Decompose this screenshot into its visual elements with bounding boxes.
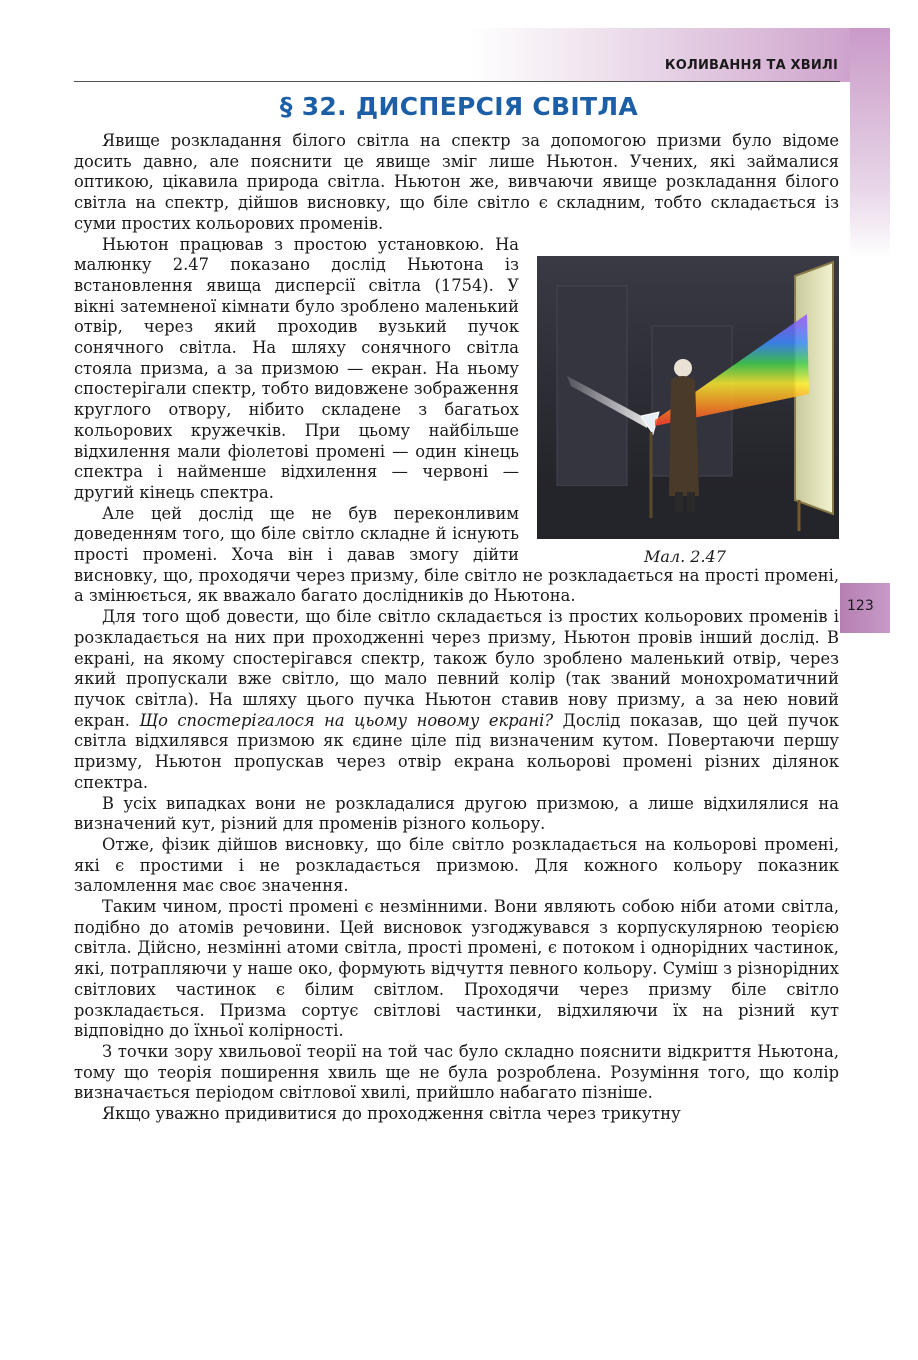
paragraph: Отже, фізик дійшов висновку, що біле світло розкладається на кольорові промені, які є простими і не розкладається призмою. Для кожного кольору показник заломлення має своє значення. (74, 834, 839, 896)
paragraph: Але цей дослід ще не був переконливим доведенням того, що біле світло складне й існують прості промені. Хоча він і давав змогу дійти висновку, що, проходячи через призму, біле світло не розкладається на прості промені, а змінюється, як вважало багато дослідників до Ньютона. (74, 503, 839, 606)
paragraph: В усіх випадках вони не розкладалися другою призмою, а лише відхилялися на визначений кут, різний для променів різного кольору. (74, 793, 839, 834)
body-text (74, 131, 839, 1125)
page-number: 123 (847, 598, 874, 614)
header-rule (74, 81, 840, 82)
header-decoration (470, 28, 890, 82)
section-label: КОЛИВАННЯ ТА ХВИЛІ (664, 58, 838, 73)
paragraph (74, 607, 839, 793)
paragraph-text: Для того щоб довести, що біле світло складається із простих кольорових променів і розкладається на них при проходженні через призму, Ньютон провів інший дослід. В екрані, на якому спостерігався спектр, також було зроблено маленький отвір, через який пропускали вже світло, що мало певний колір (так званий монохроматичний пучок світла). На шляху цього пучка Ньютон ставив нову призму, а за нею новий екран. (74, 607, 839, 730)
paragraph: Явище розкладання білого світла на спектр за допомогою призми було відоме досить давно, але пояснити це явище зміг лише Ньютон. Учених, які займалися оптикою, цікавила природа світла. Ньютон же, вивчаючи явище розкладання білого світла на спектр, дійшов висновку, що біле світло є складним, тобто складається із суми простих кольорових променів. (74, 131, 839, 233)
side-decoration (850, 28, 890, 258)
page-title: § 32. ДИСПЕРСІЯ СВІТЛА (279, 92, 639, 121)
paragraph-text: Дослід показав, що цей пучок світла відхилявся призмою як єдине ціле під визначеним кутом. Повертаючи першу призму, Ньютон пропускав через отвір екрана кольорові промені різних ділянок спектра. (74, 710, 839, 792)
paragraph: Якщо уважно придивитися до проходження світла через трикутну (102, 1104, 681, 1124)
paragraph: Таким чином, прості промені є незмінними. Вони являють собою ніби атоми світла, подібно до атомів речовини. Цей висновок узгоджувався з корпускулярною теорією світла. Дійсно, незмінні атоми світла, прості промені, є потоком і однорідних частинок, які, потрапляючи у наше око, формують відчуття певного кольору. Суміш з різнорідних світлових частинок є білим світлом. Проходячи через призму біле світло розкладається. Призма сортує світлові частинки, відхиляючи їх на різний кут відповідно до їхньої колірності. (74, 897, 839, 1041)
paragraph: Ньютон працював з простою установкою. На малюнку 2.47 показано дослід Ньютона із встановлення явища дисперсії світла (1754). У вікні затемненої кімнати було зроблено маленький отвір, через який проходив вузький пучок сонячного світла. На шляху сонячного світла стояла призма, а за призмою — екран. На ньому спостерігали спектр, тобто видовжене зображення круглого отвору, нібито складене з багатьох кольорових кружечків. При цьому найбільше відхилення мали фіолетові промені — один кінець спектра і найменше відхилення — червоні — другий кінець спектра. (74, 234, 519, 502)
paragraph: З точки зору хвильової теорії на той час було складно пояснити відкриття Ньютона, тому що теорія поширення хвиль ще не була розроблена. Розуміння того, що колір визначається періодом світлової хвилі, прийшло набагато пізніше. (74, 1041, 839, 1103)
figure-caption: Мал. 2.47 (644, 547, 726, 566)
float-spacer (519, 235, 839, 546)
question-text: Що спостерігалося на цьому новому екрані? (139, 710, 554, 730)
